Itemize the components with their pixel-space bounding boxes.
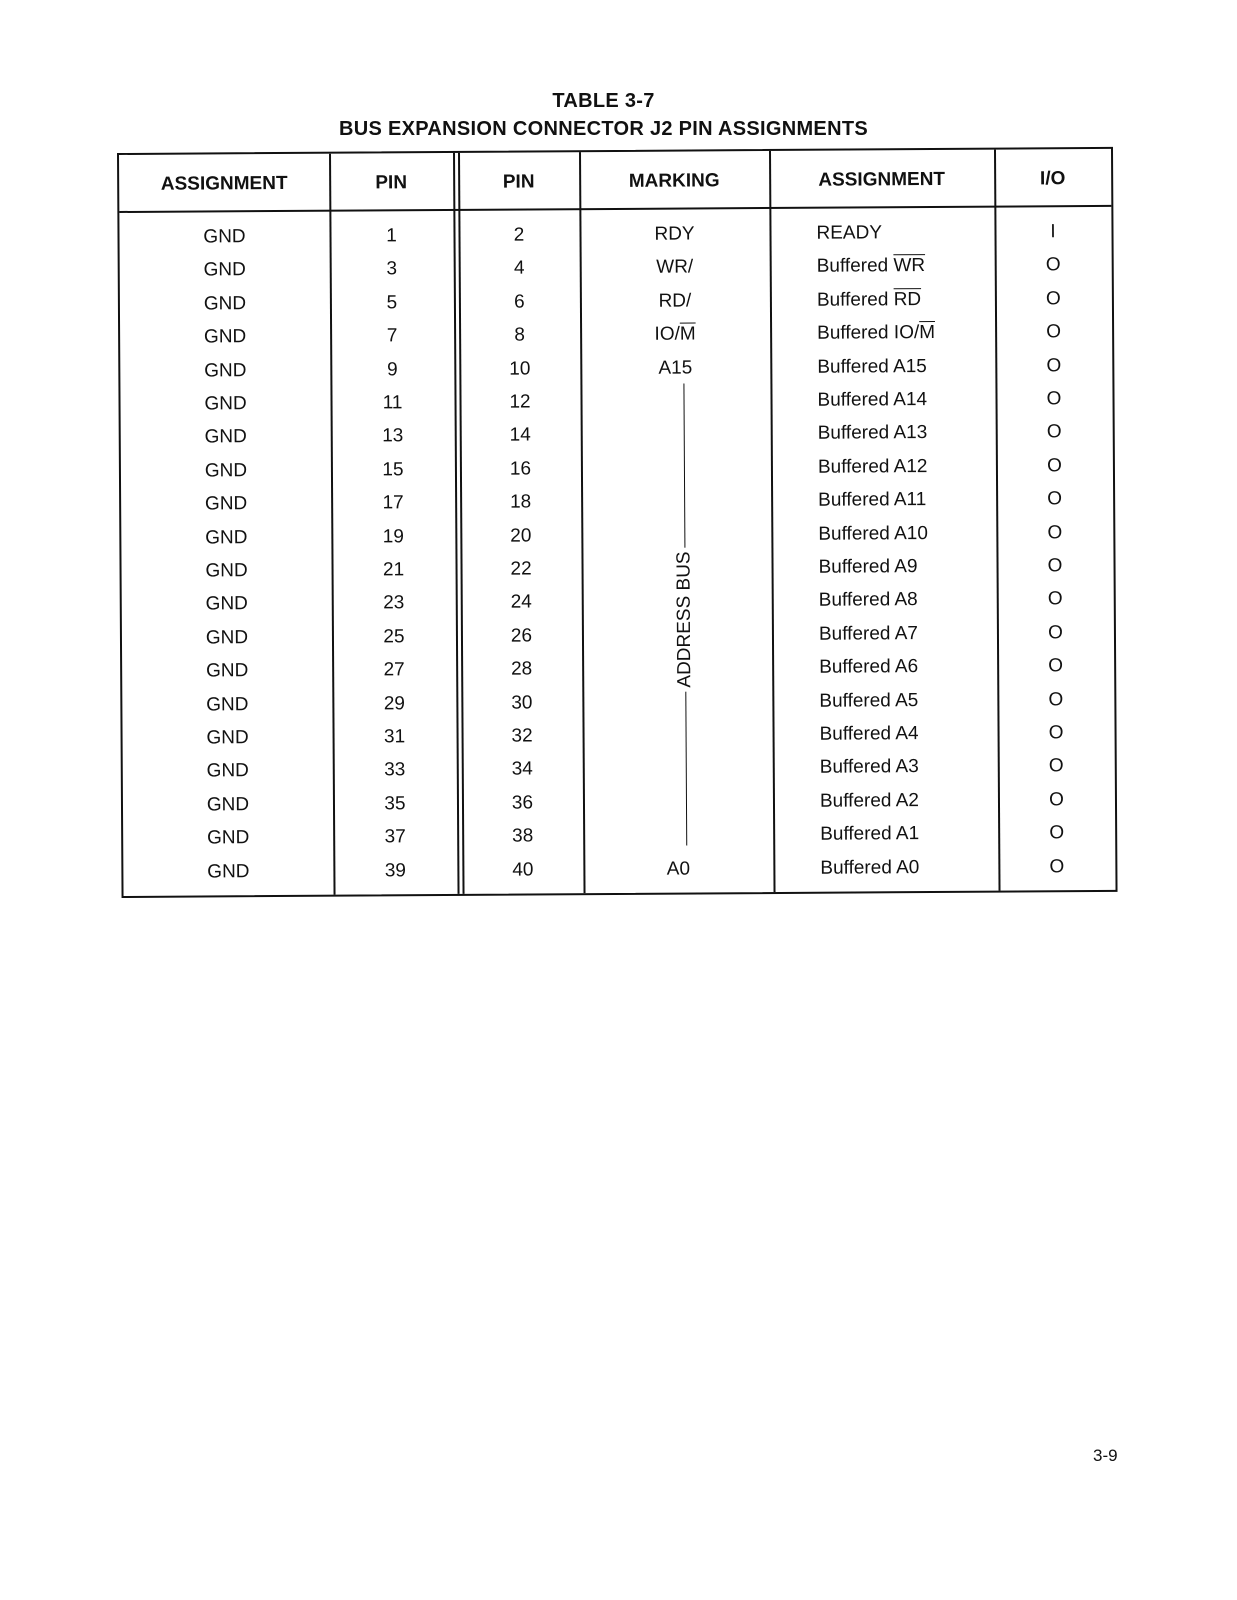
row-pin-right: 36 <box>511 792 534 814</box>
row-marking <box>581 419 771 450</box>
address-bus-label: ADDRESS BUS <box>673 547 696 691</box>
row-io: O <box>1049 789 1064 811</box>
header-assignment-right: ASSIGNMENT <box>818 168 946 191</box>
row-pin-left: 21 <box>382 559 405 581</box>
row-marking: RDY <box>654 223 695 245</box>
assignment-prefix: Buffered <box>818 589 895 612</box>
row-assignment-left: GND <box>206 727 249 749</box>
row-assignment-left: GND <box>205 593 248 615</box>
row-assignment-right <box>819 585 997 616</box>
row-marking: $IO/\overline{M}$ <box>654 323 696 345</box>
row-pin-right: 14 <box>509 424 531 446</box>
assignment-signal: A12 <box>893 455 928 478</box>
row-pin-right: 30 <box>511 692 533 714</box>
row-io: O <box>1048 722 1064 744</box>
row-pin-left: 7 <box>386 325 398 347</box>
row-assignment-left: GND <box>205 526 248 549</box>
row-marking <box>581 453 771 484</box>
header-pin-right: PIN <box>502 171 535 193</box>
row-marking <box>581 553 771 584</box>
assignment-signal: A4 <box>895 723 919 745</box>
table-title: BUS EXPANSION CONNECTOR J2 PIN ASSIGNMENTS <box>339 118 868 140</box>
row-assignment-right <box>819 652 997 683</box>
row-pin-right: 22 <box>510 558 532 580</box>
row-marking: WR/ <box>656 256 694 279</box>
assignment-prefix: Buffered <box>818 623 895 645</box>
assignment-prefix: Buffered <box>819 756 896 779</box>
row-assignment-right <box>819 719 997 750</box>
row-pin-left: 33 <box>384 759 406 781</box>
row-io: O <box>1045 288 1061 310</box>
assignment-signal: A11 <box>893 489 927 511</box>
row-assignment-left: GND <box>206 794 250 816</box>
row-marking <box>582 586 772 617</box>
row-assignment-right <box>819 685 997 716</box>
row-assignment-right <box>820 819 998 850</box>
row-assignment-right <box>820 785 998 816</box>
row-pin-right: 28 <box>511 658 533 680</box>
assignment-prefix: Buffered <box>817 355 894 378</box>
assignment-signal: A10 <box>893 522 928 544</box>
row-assignment-right <box>817 318 995 349</box>
assignment-signal: A8 <box>894 589 918 611</box>
assignment-prefix: Buffered <box>820 823 896 845</box>
row-io: O <box>1046 455 1062 477</box>
assignment-prefix: Buffered <box>819 656 895 678</box>
row-pin-left: 17 <box>382 492 404 514</box>
row-pin-right: 40 <box>512 859 534 881</box>
row-assignment-left: GND <box>206 760 249 782</box>
row-assignment-left: GND <box>203 293 247 315</box>
row-assignment-right <box>818 418 996 449</box>
assignment-prefix: Buffered <box>818 489 894 511</box>
row-io: O <box>1047 622 1063 644</box>
row-pin-right: 10 <box>509 358 531 380</box>
assignment-signal: $\overline{RD}$ <box>893 288 922 311</box>
row-marking <box>582 687 772 718</box>
row-assignment-left: GND <box>204 359 247 382</box>
row-pin-left: 31 <box>383 726 406 748</box>
row-assignment-right <box>817 385 995 416</box>
row-pin-left: 27 <box>383 659 405 681</box>
assignment-prefix: Buffered <box>819 723 896 745</box>
row-assignment-left: GND <box>205 560 248 582</box>
row-io: O <box>1045 254 1061 276</box>
row-marking <box>582 653 772 684</box>
header-io: I/O <box>1039 168 1066 190</box>
row-pin-right: 4 <box>513 257 525 279</box>
row-assignment-right <box>818 451 996 482</box>
assignment-signal: A1 <box>895 823 920 845</box>
assignment-signal: A6 <box>894 656 919 678</box>
row-marking <box>582 620 772 651</box>
row-assignment-right <box>818 485 996 516</box>
header-pin-left: PIN <box>375 172 408 194</box>
page-number: 3-9 <box>1093 1446 1118 1465</box>
row-pin-right: 38 <box>512 825 534 847</box>
row-io: O <box>1048 755 1064 777</box>
row-assignment-left: GND <box>205 660 249 682</box>
assignment-prefix: Buffered <box>817 456 894 478</box>
assignment-prefix: Buffered <box>817 422 894 445</box>
row-assignment-left: GND <box>204 493 248 515</box>
row-pin-right: 24 <box>510 591 532 613</box>
row-pin-right: 2 <box>513 224 525 246</box>
row-assignment-right <box>820 752 998 783</box>
assignment-prefix: Buffered <box>820 856 897 879</box>
row-pin-left: 11 <box>382 392 403 414</box>
assignment-signal: $IO/\overline{M}$ <box>893 322 936 344</box>
row-assignment-right <box>819 618 997 649</box>
assignment-signal: A15 <box>892 355 927 377</box>
row-io: O <box>1047 488 1063 510</box>
table-number: TABLE 3-7 <box>552 90 655 112</box>
row-marking <box>581 520 771 551</box>
row-pin-left: 15 <box>382 459 404 481</box>
row-marking <box>583 820 773 851</box>
row-io: O <box>1049 822 1065 844</box>
row-pin-left: 3 <box>386 258 398 280</box>
row-io: O <box>1046 354 1062 376</box>
row-io: O <box>1047 588 1063 610</box>
header-assignment-left: ASSIGNMENT <box>160 172 288 195</box>
assignment-signal: $\overline{WR}$ <box>893 255 926 277</box>
row-pin-left: 13 <box>382 425 404 447</box>
assignment-signal: READY <box>816 222 883 244</box>
row-pin-right: 8 <box>514 324 525 346</box>
row-io: O <box>1047 555 1063 577</box>
row-marking <box>581 486 771 517</box>
assignment-prefix: Buffered <box>817 322 894 344</box>
row-io: O <box>1048 688 1064 710</box>
row-pin-left: 25 <box>383 626 405 648</box>
row-pin-left: 23 <box>383 592 405 614</box>
row-pin-right: 32 <box>511 725 533 747</box>
row-pin-left: 19 <box>382 525 404 547</box>
assignment-prefix: Buffered <box>819 790 896 812</box>
row-assignment-right <box>817 284 995 315</box>
row-pin-right: 34 <box>511 758 533 780</box>
assignment-prefix: Buffered <box>818 556 895 578</box>
assignment-prefix: Buffered <box>816 255 894 278</box>
row-pin-left: 37 <box>384 826 406 848</box>
row-pin-right: 18 <box>509 491 532 513</box>
row-assignment-left: GND <box>203 226 246 248</box>
row-io: O <box>1046 421 1062 443</box>
assignment-signal: A3 <box>895 756 919 778</box>
row-marking: A15 <box>658 357 693 379</box>
row-pin-right: 26 <box>510 625 533 647</box>
row-assignment-left: GND <box>203 326 247 348</box>
row-marking: RD/ <box>658 290 692 312</box>
row-pin-right: 16 <box>509 458 532 480</box>
row-marking <box>580 386 770 417</box>
row-marking <box>583 753 773 784</box>
row-io: I <box>1050 221 1056 243</box>
row-assignment-right <box>817 251 995 282</box>
assignment-prefix: Buffered <box>819 689 896 712</box>
assignment-prefix: Buffered <box>818 522 895 545</box>
row-pin-right: 20 <box>510 525 532 547</box>
row-assignment-right <box>817 351 995 382</box>
row-assignment-left: GND <box>206 827 250 849</box>
assignment-signal: A13 <box>893 422 928 444</box>
assignment-prefix: Buffered <box>816 289 894 311</box>
assignment-signal: A9 <box>894 556 918 578</box>
row-assignment-left: GND <box>204 393 247 415</box>
row-io: O <box>1046 388 1062 410</box>
assignment-signal: A14 <box>893 389 928 411</box>
row-assignment-left: GND <box>203 259 246 281</box>
row-pin-left: 1 <box>386 225 397 247</box>
row-assignment-left: GND <box>205 627 249 649</box>
assignment-signal: A7 <box>894 622 918 645</box>
row-pin-right: 6 <box>514 291 525 313</box>
row-pin-left: 39 <box>384 859 407 881</box>
row-io: O <box>1047 521 1063 543</box>
row-assignment-right <box>818 552 996 583</box>
row-assignment-left: GND <box>207 860 250 883</box>
assignment-signal: A5 <box>895 689 919 711</box>
row-io: O <box>1046 321 1062 343</box>
row-pin-left: 35 <box>384 793 406 815</box>
row-assignment-left: GND <box>204 426 247 448</box>
row-io: O <box>1049 855 1065 877</box>
row-marking: A0 <box>666 858 691 880</box>
row-marking <box>582 720 772 751</box>
row-pin-left: 9 <box>386 358 398 380</box>
row-pin-right: 12 <box>509 391 531 413</box>
assignment-signal: A0 <box>896 856 920 878</box>
row-io: O <box>1048 655 1064 677</box>
row-assignment-right <box>818 518 996 549</box>
assignment-prefix: Buffered <box>817 389 894 411</box>
row-assignment-left: GND <box>204 460 248 482</box>
row-pin-left: 5 <box>386 292 398 314</box>
row-marking <box>583 787 773 818</box>
row-assignment-left: GND <box>206 693 249 716</box>
row-assignment-right <box>820 852 998 883</box>
row-assignment-right <box>816 218 994 249</box>
pin-assignment-table <box>117 147 1118 898</box>
row-pin-left: 29 <box>383 692 405 714</box>
header-marking: MARKING <box>628 170 720 192</box>
assignment-signal: A2 <box>895 789 920 812</box>
